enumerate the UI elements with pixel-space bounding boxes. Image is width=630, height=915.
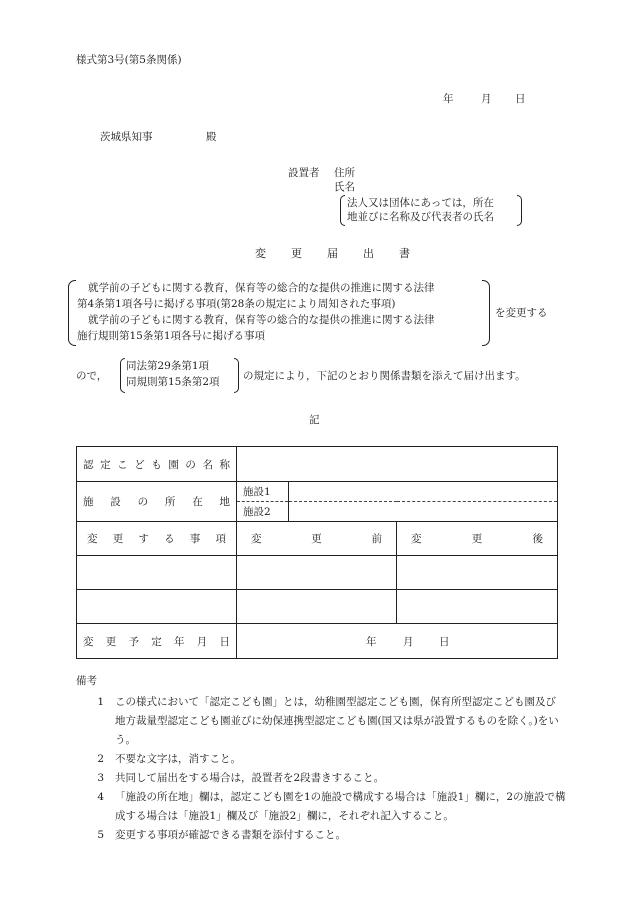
after-change-field[interactable] bbox=[397, 556, 558, 590]
table-row bbox=[77, 482, 558, 502]
addressee-name: 茨城県知事 bbox=[100, 131, 153, 143]
label-char: ど bbox=[134, 458, 145, 471]
title-char: 書 bbox=[399, 247, 410, 260]
body-para1-line1: 就学前の子どもに関する教育，保育等の総合的な提供の推進に関する法律 bbox=[88, 282, 435, 294]
label-char: 更 bbox=[112, 533, 124, 545]
after-change-field[interactable] bbox=[397, 590, 558, 624]
facility2-location-field[interactable] bbox=[289, 502, 558, 522]
label-char: こ bbox=[117, 458, 128, 471]
note-number: 5 bbox=[97, 829, 104, 841]
label-char: 項 bbox=[215, 533, 226, 545]
label-char: 在 bbox=[192, 496, 203, 508]
ref-bracket-right bbox=[234, 358, 239, 393]
label-char: 更 bbox=[311, 533, 322, 545]
date-day: 日 bbox=[439, 636, 450, 648]
ki-heading: 記 bbox=[309, 414, 320, 426]
facility2-label: 施設2 bbox=[237, 502, 289, 522]
date-year: 年 bbox=[366, 636, 377, 648]
table-row bbox=[77, 624, 558, 659]
label-char: 定 bbox=[100, 458, 111, 471]
form-number: 様式第3号(第5条関係) bbox=[76, 54, 182, 66]
facility1-label: 施設1 bbox=[237, 482, 289, 502]
applicant-note-line2: 地並びに名称及び代表者の氏名 bbox=[347, 211, 494, 223]
title-char: 変 bbox=[255, 247, 266, 260]
ref-law: 同法第29条第1項 bbox=[126, 360, 210, 372]
date-month: 月 bbox=[481, 93, 492, 105]
title-char: 届 bbox=[327, 247, 338, 260]
applicant-note-line1: 法人又は団体にあっては，所在 bbox=[347, 197, 494, 209]
note-item bbox=[76, 826, 566, 845]
applicant-label: 設置者 bbox=[288, 167, 320, 179]
addressee-honorific: 殿 bbox=[206, 131, 217, 143]
label-char: 変 bbox=[83, 635, 94, 648]
facility-name-field[interactable] bbox=[237, 447, 558, 482]
label-char: 月 bbox=[196, 635, 208, 648]
note-text: この様式において「認定こども園」とは，幼稚園型認定こども園，保育所型認定こども園及び地方裁量型認定こども園並びに幼保連携型認定こども園(国又は県が設置するものを除く。)をいう。 bbox=[115, 696, 559, 746]
label-char: 認 bbox=[83, 458, 94, 471]
facility1-location-field[interactable] bbox=[289, 482, 558, 502]
label-char: 地 bbox=[219, 496, 230, 508]
label-char: 前 bbox=[371, 533, 382, 545]
row-label-facility-name bbox=[77, 447, 237, 482]
note-number: 3 bbox=[97, 772, 104, 784]
note-number: 4 bbox=[97, 791, 104, 803]
note-number: 2 bbox=[97, 753, 104, 765]
note-item bbox=[76, 769, 566, 788]
change-item-field[interactable] bbox=[77, 590, 237, 624]
ref-bracket-left bbox=[120, 358, 125, 393]
title-char: 出 bbox=[363, 247, 374, 260]
row-label-location bbox=[77, 482, 237, 522]
header-after-change bbox=[397, 522, 558, 556]
label-char: 変 bbox=[251, 533, 262, 545]
label-char: 所 bbox=[164, 496, 176, 508]
change-item-field[interactable] bbox=[77, 556, 237, 590]
notes-section bbox=[76, 672, 566, 845]
label-char: 名 bbox=[202, 458, 213, 471]
note-text: 「施設の所在地」欄は，認定こども園を1の施設で構成する場合は「施設1」欄に，2の施設で構成する場合は「施設1」欄及び「施設2」欄に，それぞれ記入すること。 bbox=[115, 791, 566, 822]
note-text: 変更する事項が確認できる書類を添付すること。 bbox=[115, 829, 346, 841]
body-para2-line2: 施行規則第15条第1項各号に掲げる事項 bbox=[77, 330, 266, 342]
row-label-scheduled-date bbox=[77, 624, 237, 659]
date-year: 年 bbox=[443, 93, 454, 105]
label-char: る bbox=[164, 533, 175, 545]
table-row bbox=[77, 590, 558, 624]
applicant-address: 住所 bbox=[334, 167, 355, 179]
label-char: 設 bbox=[110, 496, 121, 508]
title-char: 更 bbox=[291, 247, 302, 260]
before-change-field[interactable] bbox=[237, 590, 397, 624]
applicant-bracket-left bbox=[340, 195, 345, 226]
body-bracket-right bbox=[482, 280, 490, 346]
body-para2-line1: 就学前の子どもに関する教育，保育等の総合的な提供の推進に関する法律 bbox=[88, 314, 435, 326]
label-char: 施 bbox=[83, 496, 94, 508]
body-bracket-left bbox=[68, 280, 76, 346]
label-char: 日 bbox=[219, 635, 230, 648]
table-header-row bbox=[77, 522, 558, 556]
label-char: 園 bbox=[168, 458, 179, 471]
label-char: 更 bbox=[471, 533, 483, 545]
applicant-bracket-right bbox=[517, 195, 522, 226]
label-char: 定 bbox=[151, 635, 162, 648]
note-item bbox=[76, 750, 566, 769]
note-item bbox=[76, 788, 566, 826]
body-line3-suffix: の規定により，下記のとおり関係書類を添えて届け出ます。 bbox=[243, 370, 526, 382]
note-text: 共同して届出をする場合は，設置者を2段書きすること。 bbox=[115, 772, 385, 784]
label-char: も bbox=[151, 458, 162, 471]
note-text: 不要な文字は，消すこと。 bbox=[115, 753, 241, 765]
body-line3-prefix: ので， bbox=[76, 370, 108, 382]
label-char: 変 bbox=[411, 533, 422, 545]
label-char: 更 bbox=[105, 635, 117, 648]
header-before-change bbox=[237, 522, 397, 556]
label-char: 事 bbox=[189, 533, 201, 545]
scheduled-date-field[interactable] bbox=[237, 624, 558, 659]
header-change-item bbox=[77, 522, 237, 556]
label-char: す bbox=[138, 533, 149, 545]
change-form-table bbox=[76, 446, 558, 659]
note-number: 1 bbox=[97, 696, 104, 708]
label-char: 変 bbox=[87, 533, 98, 545]
label-char: 年 bbox=[174, 635, 185, 648]
body-suffix: を変更する bbox=[495, 307, 548, 319]
ref-rule: 同規則第15条第2項 bbox=[126, 376, 220, 388]
note-item bbox=[76, 693, 566, 750]
label-char: 予 bbox=[128, 635, 139, 648]
applicant-name: 氏名 bbox=[334, 181, 355, 193]
label-char: 後 bbox=[532, 533, 543, 545]
before-change-field[interactable] bbox=[237, 556, 397, 590]
date-line bbox=[443, 92, 526, 106]
label-char: の bbox=[185, 458, 196, 471]
table-row bbox=[77, 556, 558, 590]
date-month: 月 bbox=[403, 636, 414, 648]
date-day: 日 bbox=[515, 93, 526, 105]
table-row bbox=[77, 447, 558, 482]
label-char: 称 bbox=[219, 458, 230, 471]
body-para1-line2: 第4条第1項各号に掲げる事項(第28条の規定により周知された事項) bbox=[77, 298, 396, 310]
notes-heading: 備考 bbox=[76, 675, 97, 687]
label-char: の bbox=[137, 496, 149, 508]
